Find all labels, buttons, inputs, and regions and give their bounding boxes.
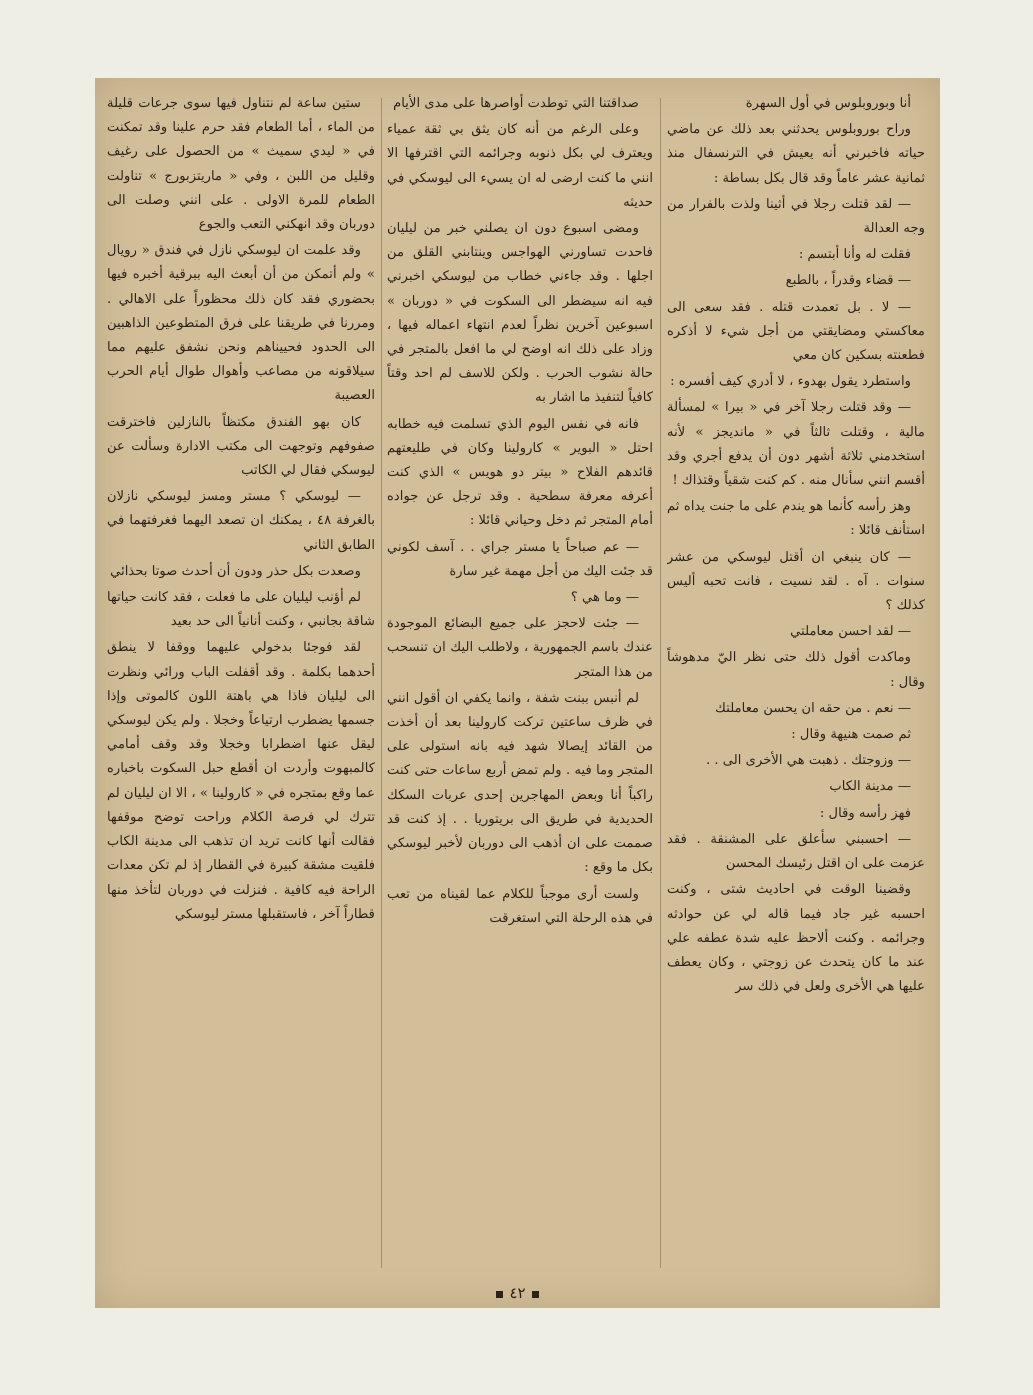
paragraph: لم أؤنب ليليان على ما فعلت ، فقد كانت حياتها شاقة بجانبي ، وكنت أنانياً الى حد بعيد (107, 590, 375, 630)
paragraph: وصعدت بكل حذر ودون أن أحدث صوتا بحذائي (110, 563, 361, 579)
paragraph: وهز رأسه كأنما هو يندم على ما جنت يداه ثم استأنف قائلا : (667, 499, 925, 539)
paragraph: وماكدت أقول ذلك حتى نظر اليّ مدهوشاً وقال : (667, 650, 925, 690)
page-number-text: ٤٢ (509, 1284, 526, 1302)
paragraph: ومضى اسبوع دون ان يصلني خبر من ليليان فاحدت تساورني الهواجس وينتابني القلق من اجلها . وقد جاءني خطاب من ليوسكي اخبرني فيه انه سيضطر الى السكوت في « دوربان » اسبوعين آخرين نظراً لعدم انتهاء اعماله فيها ، وزاد على ذلك انه اوضح لي ما افعل بالمتجر في حالة نشوب الحرب . ولكن للاسف لم احد وقتاً كافياً لتنفيذ ما اشار به (387, 221, 653, 406)
paragraph: — لا . بل تعمدت قتله . فقد سعى الى معاكستي ومضايقتي من أجل شيء لا أذكره فطعنته بسكين كان معي (667, 299, 925, 364)
paragraph: — احسبني سأعلق على المشنقة . فقد عزمت على ان اقتل رئيسك المحسن (667, 831, 925, 872)
paragraph: أنا وبوروبلوس في أول السهرة (745, 96, 911, 111)
text-column-middle (387, 92, 653, 1272)
paragraph: ثم صمت هنيهة وقال : (791, 727, 911, 743)
paragraph: — مدينة الكاب (829, 779, 911, 795)
paragraph: — جئت لاحجز على جميع البضائع الموجودة عندك باسم الجمهورية ، ولاطلب اليك ان تنسحب من هذا المتجر (387, 616, 653, 680)
magazine-page (95, 78, 940, 1308)
square-ornament-icon (532, 1291, 539, 1298)
paragraph: وراح بوروبلوس يحدثني بعد ذلك عن ماضي حياته فاخبرني أنه يعيش في الترنسفال منذ ثمانية عشر عاماً وقد قال بكل بساطة : (667, 122, 925, 186)
paragraph: صداقتنا التي توطدت أواصرها على مدى الأيام (393, 96, 639, 111)
paragraph: — وما هي ؟ (570, 590, 639, 606)
paragraph: واستطرد يقول بهدوء ، لا أدري كيف أفسره : (670, 374, 911, 390)
paragraph: — كان ينبغي ان أقتل ليوسكي من عشر سنوات . آه . لقد نسيت ، فانت تحبه أليس كذلك ؟ (667, 549, 925, 614)
paragraph: — قضاء وقدراً ، بالطبع (785, 273, 911, 289)
paragraph: كان بهو الفندق مكتظاً بالنازلين فاخترقت صفوفهم وتوجهت الى مكتب الادارة وسألت عن ليوسكي فقال لي الكاتب (107, 414, 375, 479)
paragraph: وعلى الرغم من أنه كان يثق بي ثقة عمياء ويعترف لي بكل ذنوبه وجرائمه التي اقترفها الا انني ما كنت ارضى له ان يسيء الى ليوسكي في حديثه (387, 122, 653, 210)
paragraph: — نعم . من حقه ان يحسن معاملتك (715, 700, 911, 716)
paragraph: ستين ساعة لم نتناول فيها سوى جرعات قليلة من الماء ، أما الطعام فقد حرم علينا وقد تمكنت في « ليدي سميث » من الحصول على رغيف وقليل من اللبن ، وفي « ماريتزبورج » تناولت الطعام للمرة الاولى . على انني وصلت الى دوربان وقد انهكني التعب والجوع (107, 96, 375, 233)
paragraph: — وقد قتلت رجلا آخر في « بيرا » لمسألة مالية ، وقتلت ثالثاً في « مانديجز » لأنه استخدمني ثلاثة أشهر دون أن يدفع أجري وقد أقسم انني سأنال منه . كم كنت شقياً وقتذاك ! (667, 400, 925, 489)
text-column-right (667, 92, 925, 1272)
paragraph: — لقد قتلت رجلا في أثينا ولذت بالفرار من وجه العدالة (667, 196, 925, 237)
paragraph: فقلت له وأنا أبتسم : (798, 247, 911, 263)
column-divider (660, 98, 661, 1268)
paragraph: — ليوسكي ؟ مستر ومسز ليوسكي نازلان بالغرفة ٤٨ ، يمكنك ان تصعد اليهما فغرفتهما في الطابق الثاني (107, 489, 375, 553)
paragraph: — لقد احسن معاملتي (790, 624, 911, 640)
square-ornament-icon (496, 1291, 503, 1298)
paragraph: فهز رأسه وقال : (819, 805, 911, 821)
paragraph: وقضينا الوقت في احاديث شتى ، وكنت احسبه غير جاد فيما قاله لي عن حوادثه وجرائمه . وكنت ألاحظ عليه شدة عطفه علي عند ما كان يتحدث عن زوجتي ، وكان يعطف عليها هي الأخرى ولعل في ذلك سر (667, 882, 925, 995)
paragraph: — وزوجتك . ذهبت هي الأخرى الى . . (706, 753, 911, 769)
paragraph: ولست أرى موجباً للكلام عما لقيناه من تعب في هذه الرحلة التي استغرقت (387, 886, 653, 926)
text-column-left (107, 92, 375, 1272)
page-number (95, 1284, 940, 1302)
paragraph: لم أنبس ببنت شفة ، وانما يكفي ان أقول انني في ظرف ساعتين تركت كارولينا بعد أن أخذت من القائد إيصالا شهد فيه بانه استولى على المتجر وما فيه . ولم تمض أربع ساعات حتى كنت راكباً أنا وبعض المهاجرين إحدى عربات السكك الحديدية في طريق الى بريتوريا . . إذ كنت قد صممت على ان أذهب الى دوربان لأخبر ليوسكي بكل ما وقع : (387, 690, 653, 876)
paragraph: — عم صباحاً يا مستر جراي . . آسف لكوني قد جئت اليك من أجل مهمة غير سارة (387, 539, 653, 579)
paragraph: فانه في نفس اليوم الذي تسلمت فيه خطابه احتل « البوير » كارولينا وكان في طليعتهم قائدهم الفلاح « بيتر دو هويس » الذي كنت أعرفه معرفة سطحية . وقد ترجل عن جواده أمام المتجر ثم دخل وحياني قائلا : (387, 416, 653, 529)
paragraph: وقد علمت ان ليوسكي نازل في فندق « رويال » ولم أتمكن من أن أبعث اليه ببرقية أخبره فيها بحضوري فقد كان ذلك محظوراً على الاهالي . ومررنا في طريقنا على فرق المتطوعين الذاهبين الى الحدود فحييناهم ونحن نشفق عليهم مما سيلاقونه من مصاعب وأهوال طوال أيام الحرب العصيبة (107, 243, 375, 404)
column-divider (381, 98, 382, 1268)
paragraph: لقد فوجئا بدخولي عليهما ووقفا لا ينطق أحدهما بكلمة . وقد أقفلت الباب ورائي ونظرت الى ليليان فاذا هي باهتة اللون كالموتى وإذا جسمها يضطرب ارتياعاً وخجلا . ولم يكن ليوسكي ليقل عنها اضطرابا وخجلا وقد وقف أمامي كالمبهوت وأردت ان أقطع حبل السكوت باخباره عما وقع بمتجره في « كارولينا » ، الا ان ليليان لم تترك لي فرصة الكلام وراحت توضح موقفها فقالت أنها كانت تريد ان تذهب الى مدينة الكاب فلقيت مشقة كبيرة في القطار إذ لم تكن معدات الراحة فيه كافية . فنزلت في دوربان لتأخذ منها قطاراً آخر ، فاستقبلها مستر ليوسكي (107, 640, 375, 922)
